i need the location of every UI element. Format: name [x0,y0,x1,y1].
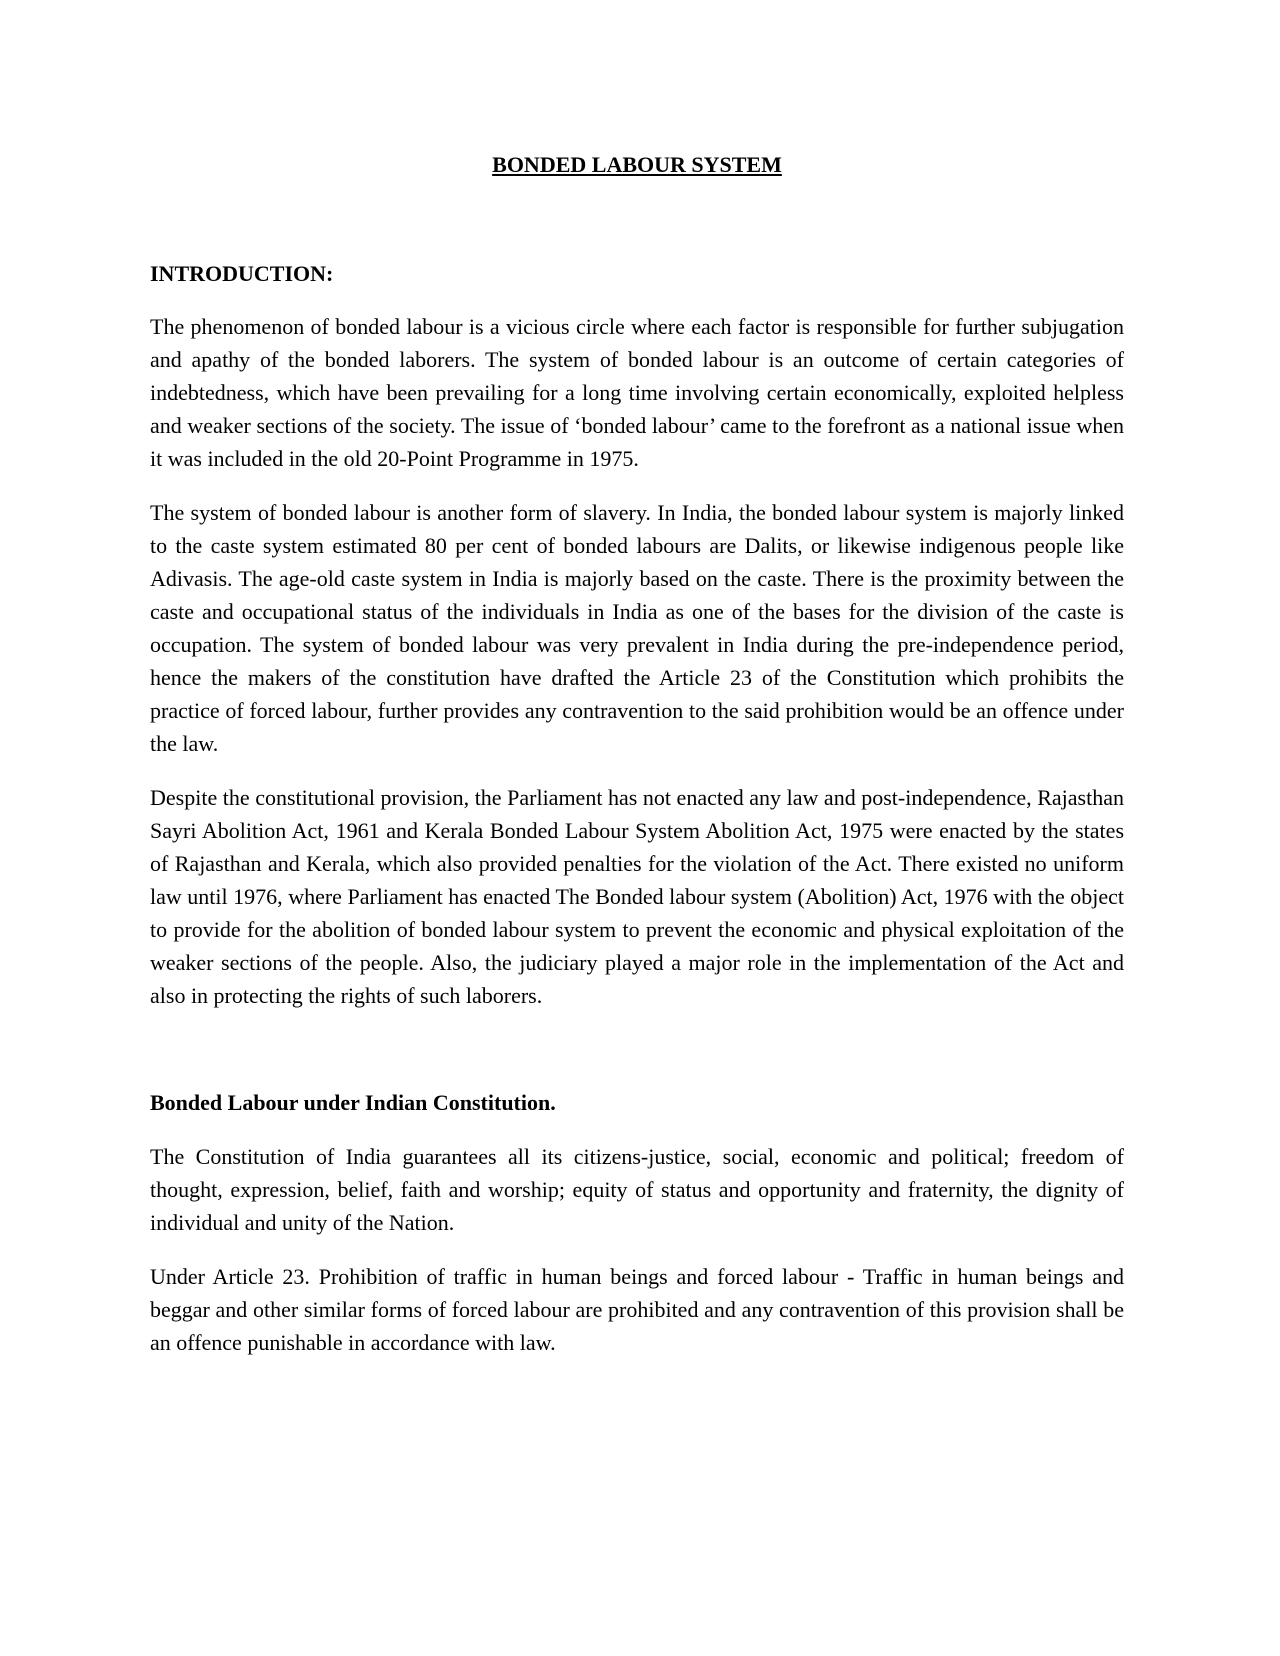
introduction-paragraph-1: The phenomenon of bonded labour is a vicious circle where each factor is responsible for further subjugation and apathy of the bonded laborers. The system of bonded labour is an outcome of certain categories of indebtedness, which have been prevailing for a long time involving certain economically, exploited helpless and weaker sections of the society. The issue of ‘bonded labour’ came to the forefront as a national issue when it was included in the old 20-Point Programme in 1975. [150,314,1124,471]
introduction-paragraph-3: Despite the constitutional provision, the Parliament has not enacted any law and post-independence, Rajasthan Sayri Abolition Act, 1961 and Kerala Bonded Labour System Abolition Act, 1975 were enacted by the states of Rajasthan and Kerala, which also provided penalties for the violation of the Act. There existed no uniform law until 1976, where Parliament has enacted The Bonded labour system (Abolition) Act, 1976 with the object to provide for the abolition of bonded labour system to prevent the economic and physical exploitation of the weaker sections of the people. Also, the judiciary played a major role in the implementation of the Act and also in protecting the rights of such laborers. [150,785,1124,1008]
section-indian-constitution [150,1086,1124,1359]
introduction-paragraph-2: The system of bonded labour is another form of slavery. In India, the bonded labour system is majorly linked to the caste system estimated 80 per cent of bonded labours are Dalits, or likewise indigenous people like Adivasis. The age-old caste system in India is majorly based on the caste. There is the proximity between the caste and occupational status of the individuals in India as one of the bases for the division of the caste is occupation. The system of bonded labour was very prevalent in India during the pre-independence period, hence the makers of the constitution have drafted the Article 23 of the Constitution which prohibits the practice of forced labour, further provides any contravention to the said prohibition would be an offence under the law. [150,500,1124,756]
section-heading-introduction: INTRODUCTION: [150,261,334,286]
constitution-paragraph-2: Under Article 23. Prohibition of traffic in human beings and forced labour - Traffic in human beings and beggar and other similar forms of forced labour are prohibited and any contravention of this provision shall be an offence punishable in accordance with law. [150,1264,1124,1355]
constitution-paragraph-1: The Constitution of India guarantees all its citizens-justice, social, economic and political; freedom of thought, expression, belief, faith and worship; equity of status and opportunity and fraternity, the dignity of individual and unity of the Nation. [150,1144,1124,1235]
section-introduction [150,257,1124,1012]
section-heading-indian-constitution: Bonded Labour under Indian Constitution. [150,1090,556,1115]
document-title: BONDED LABOUR SYSTEM [492,152,782,177]
document-body [150,148,1124,1359]
